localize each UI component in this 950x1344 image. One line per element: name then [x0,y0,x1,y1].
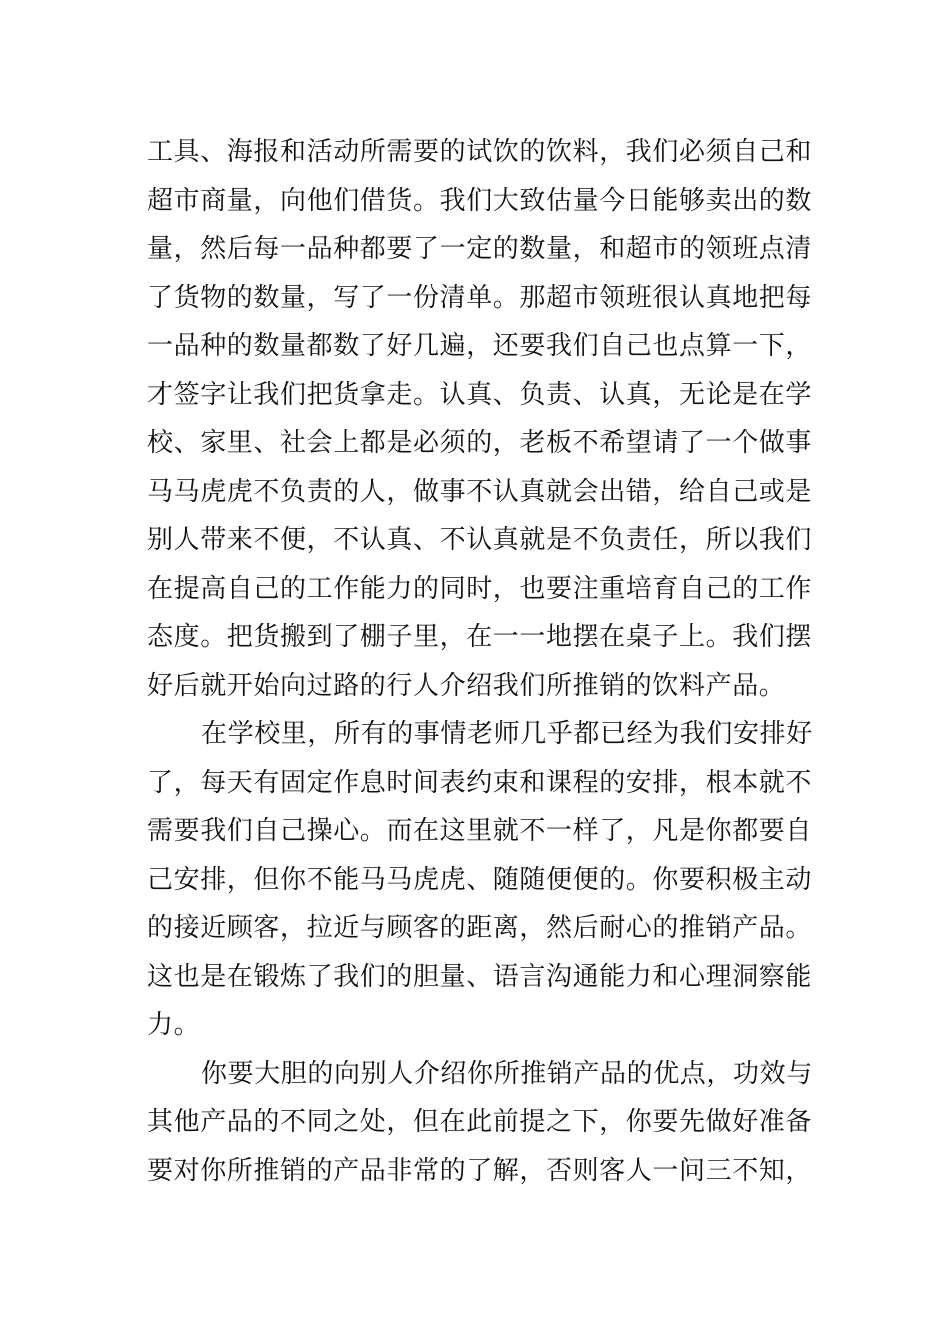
body-text [147,128,813,1195]
paragraph-start-line: 在学校里，所有的事情老师几乎都已经为我们安排好 [201,719,813,749]
text-line: 要对你所推销的产品非常的了解，否则客人一问三不知， [147,1155,813,1186]
text-line: 一品种的数量都数了好几遍，还要我们自己也点算一下， [147,331,813,361]
paragraph-start-line: 你要大胆的向别人介绍你所推销产品的优点，功效与 [201,1058,813,1089]
text-line: 了货物的数量，写了一份清单。那超市领班很认真地把每 [147,282,813,313]
text-line: 力。 [147,1010,201,1040]
text-line: 在提高自己的工作能力的同时，也要注重培育自己的工作 [147,573,813,604]
text-line: 量，然后每一品种都要了一定的数量，和超市的领班点清 [147,234,813,264]
text-line: 需要我们自己操心。而在这里就不一样了，凡是你都要自 [147,816,813,846]
text-line: 态度。把货搬到了棚子里，在一一地摆在桌子上。我们摆 [147,622,813,652]
text-line: 工具、海报和活动所需要的试饮的饮料，我们必须自己和 [147,137,813,167]
text-line: 才签字让我们把货拿走。认真、负责、认真，无论是在学 [147,379,813,410]
text-line: 别人带来不便，不认真、不认真就是不负责任，所以我们 [147,525,813,555]
text-line: 的接近顾客，拉近与顾客的距离，然后耐心的推销产品。 [147,913,813,943]
text-line: 这也是在锻炼了我们的胆量、语言沟通能力和心理洞察能 [147,961,813,992]
text-line: 了，每天有固定作息时间表约束和课程的安排，根本就不 [147,767,813,798]
text-line: 好后就开始向过路的行人介绍我们所推销的饮料产品。 [147,670,786,701]
text-line: 超市商量，向他们借货。我们大致估量今日能够卖出的数 [147,185,813,216]
text-line: 其他产品的不同之处，但在此前提之下，你要先做好准备 [147,1107,813,1137]
text-line: 校、家里、社会上都是必须的，老板不希望请了一个做事 [147,428,813,458]
text-line: 马马虎虎不负责的人，做事不认真就会出错，给自己或是 [147,476,813,507]
text-line: 己安排，但你不能马马虎虎、随随便便的。你要积极主动 [147,864,813,895]
